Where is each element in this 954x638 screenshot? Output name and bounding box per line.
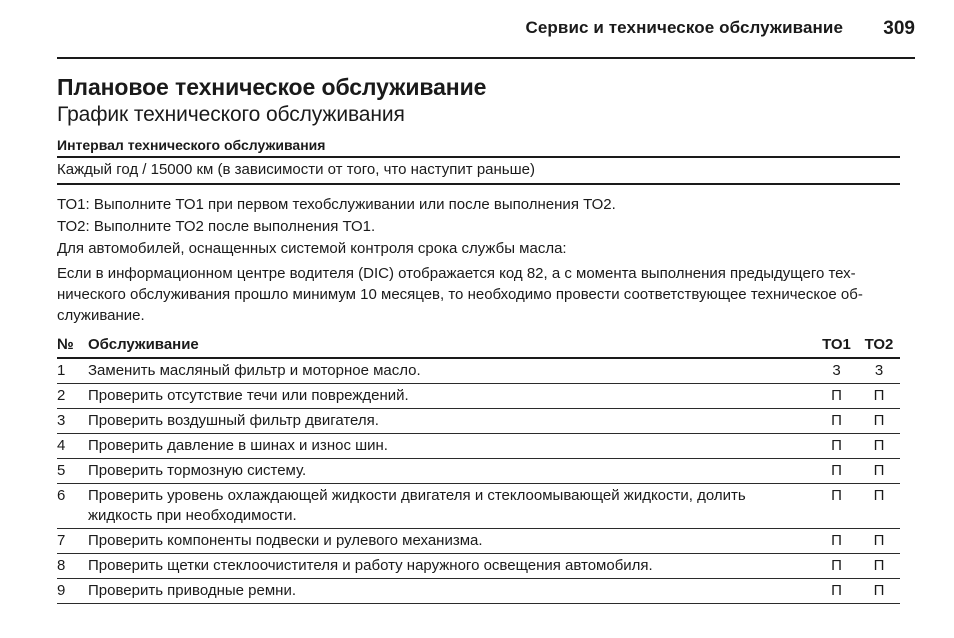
header-title: Сервис и техническое обслуживание bbox=[525, 18, 843, 37]
row-to2-value: 3 bbox=[858, 358, 900, 384]
column-header-service: Обслуживание bbox=[88, 336, 815, 358]
paragraph-line-1: Если в информационном центре водителя (DIC) отображается код 82, а с момента выполнения предыдущего тех- bbox=[57, 265, 856, 282]
row-number: 5 bbox=[57, 459, 88, 484]
row-to1-value: П bbox=[815, 434, 858, 459]
row-description-line-1: Заменить масляный фильтр и моторное масло. bbox=[88, 362, 421, 379]
row-to1-value: П bbox=[815, 529, 858, 554]
table-row bbox=[57, 358, 900, 384]
table-row bbox=[57, 554, 900, 579]
row-to2-value: П bbox=[858, 579, 900, 604]
row-to1-value: П bbox=[815, 459, 858, 484]
row-to1-value: П bbox=[815, 409, 858, 434]
note-oil-life: Для автомобилей, оснащенных системой контроля срока службы масла: bbox=[57, 240, 567, 257]
row-number: 9 bbox=[57, 579, 88, 604]
row-description bbox=[88, 459, 815, 484]
row-number: 3 bbox=[57, 409, 88, 434]
column-header-number: № bbox=[57, 336, 88, 358]
row-description-line-1: Проверить тормозную систему. bbox=[88, 462, 307, 479]
table-row bbox=[57, 459, 900, 484]
row-description bbox=[88, 484, 815, 529]
service-notes bbox=[57, 194, 900, 260]
row-description-line-1: Проверить компоненты подвески и рулевого механизма. bbox=[88, 532, 483, 549]
row-to2-value: П bbox=[858, 529, 900, 554]
row-description bbox=[88, 358, 815, 384]
row-description bbox=[88, 554, 815, 579]
paragraph-line-2: нического обслуживания прошло минимум 10 месяцев, то необходимо провести соответствующее техническое об- bbox=[57, 286, 863, 303]
row-number: 7 bbox=[57, 529, 88, 554]
row-to1-value: П bbox=[815, 384, 858, 409]
row-description-line-2: жидкость при необходимости. bbox=[88, 507, 297, 524]
row-to1-value: П bbox=[815, 579, 858, 604]
row-description bbox=[88, 409, 815, 434]
row-to2-value: П bbox=[858, 554, 900, 579]
row-to1-value: П bbox=[815, 484, 858, 529]
table-row bbox=[57, 579, 900, 604]
row-description bbox=[88, 384, 815, 409]
paragraph-line-3: служивание. bbox=[57, 307, 145, 324]
row-number: 8 bbox=[57, 554, 88, 579]
row-description-line-1: Проверить щетки стеклоочистителя и работу наружного освещения автомобиля. bbox=[88, 557, 653, 574]
row-number: 2 bbox=[57, 384, 88, 409]
note-to2: ТО2: Выполните ТО2 после выполнения ТО1. bbox=[57, 218, 376, 235]
row-description-line-1: Проверить уровень охлаждающей жидкости двигателя и стеклоомывающей жидкости, долить bbox=[88, 487, 746, 504]
page-content bbox=[57, 74, 900, 604]
interval-label: Интервал технического обслуживания bbox=[57, 137, 326, 153]
table-row bbox=[57, 384, 900, 409]
table-row bbox=[57, 434, 900, 459]
column-header-to2: ТО2 bbox=[858, 336, 900, 358]
dic-code-paragraph bbox=[57, 263, 900, 326]
page-number: 309 bbox=[883, 18, 915, 39]
row-to1-value: 3 bbox=[815, 358, 858, 384]
page-subtitle: График технического обслуживания bbox=[57, 103, 405, 126]
table-header-row bbox=[57, 336, 900, 358]
table-row bbox=[57, 484, 900, 529]
header-divider bbox=[57, 57, 915, 59]
interval-rule-bottom bbox=[57, 183, 900, 185]
row-number: 4 bbox=[57, 434, 88, 459]
note-to1: ТО1: Выполните ТО1 при первом техобслуживании или после выполнения ТО2. bbox=[57, 196, 616, 213]
running-header bbox=[57, 18, 915, 58]
row-to2-value: П bbox=[858, 459, 900, 484]
column-header-to1: ТО1 bbox=[815, 336, 858, 358]
table-body bbox=[57, 358, 900, 604]
row-to2-value: П bbox=[858, 484, 900, 529]
row-description-line-1: Проверить отсутствие течи или повреждений. bbox=[88, 387, 409, 404]
row-number: 1 bbox=[57, 358, 88, 384]
table-row bbox=[57, 529, 900, 554]
page-title: Плановое техническое обслуживание bbox=[57, 74, 487, 100]
row-number: 6 bbox=[57, 484, 88, 529]
row-description bbox=[88, 434, 815, 459]
row-description-line-1: Проверить приводные ремни. bbox=[88, 582, 296, 599]
row-description-line-1: Проверить давление в шинах и износ шин. bbox=[88, 437, 388, 454]
row-description bbox=[88, 529, 815, 554]
row-description-line-1: Проверить воздушный фильтр двигателя. bbox=[88, 412, 379, 429]
row-to2-value: П bbox=[858, 409, 900, 434]
row-description bbox=[88, 579, 815, 604]
row-to2-value: П bbox=[858, 434, 900, 459]
interval-value: Каждый год / 15000 км (в зависимости от того, что наступит раньше) bbox=[57, 161, 535, 178]
row-to2-value: П bbox=[858, 384, 900, 409]
maintenance-schedule-table bbox=[57, 336, 900, 604]
row-to1-value: П bbox=[815, 554, 858, 579]
table-row bbox=[57, 409, 900, 434]
